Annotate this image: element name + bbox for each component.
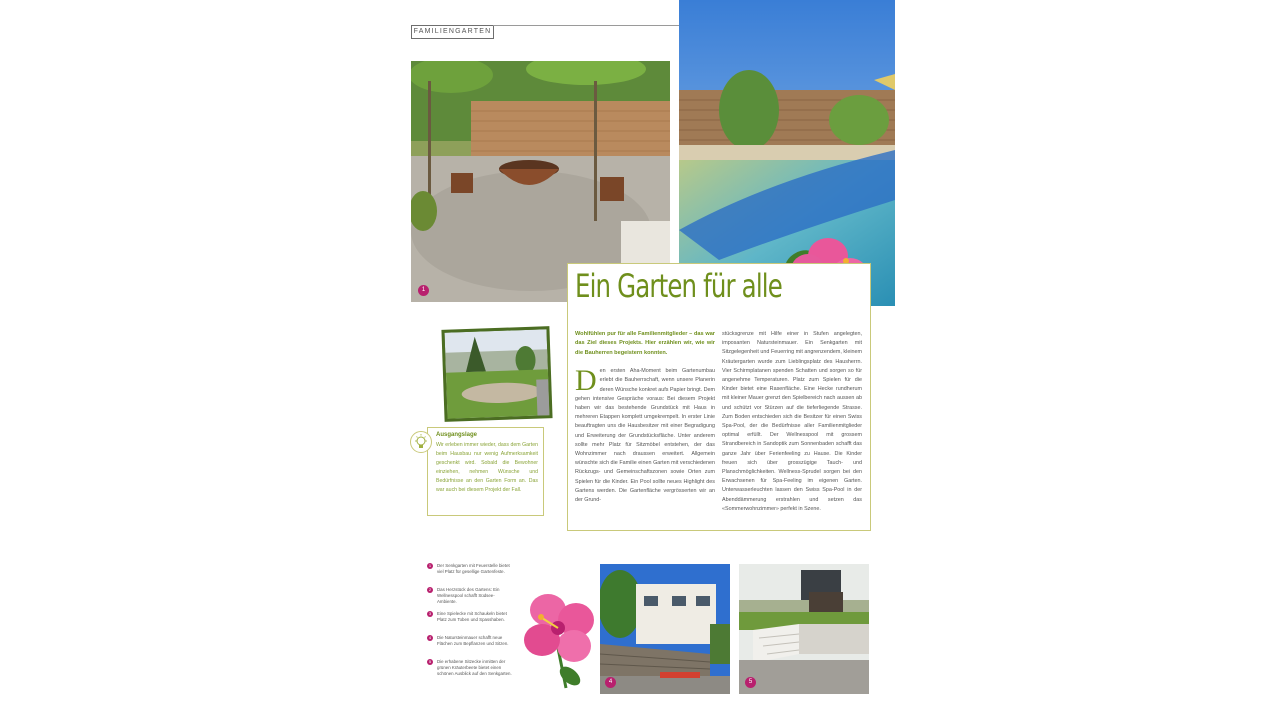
caption-number: 1 bbox=[428, 563, 432, 568]
photo-seating-area bbox=[739, 564, 869, 694]
caption-item bbox=[427, 611, 517, 635]
article-lead: Wohlfühlen pur für alle Familienmitglieder – das war das Ziel dieses Projekts. Hier erzählen wir, wie wir die Bauherren begeistern konnten. bbox=[575, 331, 715, 356]
caption-item bbox=[427, 587, 517, 611]
caption-text: Der Senkgarten mit Feuerstelle bietet viel Platz für gesellige Gartenfeste. bbox=[437, 563, 510, 574]
info-text: Wir erleben immer wieder, dass dem Garten beim Hausbau nur wenig Aufmerksamkeit geschenkt wird. Sobald die Bewohner einziehen, nehmen Wünsche und Bedürfnisse an den Garten Form an. Das war auch bei diesem Projekt der Fall. bbox=[436, 442, 538, 493]
info-title: Ausgangslage bbox=[436, 432, 478, 438]
dropcap: D bbox=[575, 364, 597, 398]
caption-item bbox=[427, 659, 517, 689]
caption-item bbox=[427, 563, 517, 587]
lightbulb-icon bbox=[410, 431, 432, 453]
caption-number: 3 bbox=[428, 611, 432, 616]
photo-number-badge: 1 bbox=[418, 285, 429, 296]
divider bbox=[493, 25, 679, 26]
caption-text: Eine Spielecke mit Schaukeln bietet Platz zum Toben und Spasshaben. bbox=[437, 611, 507, 622]
caption-text: Die Natursteinmauer schafft neue Flächen zum Bepflanzen und Sitzen. bbox=[437, 635, 509, 646]
section-tag: FAMILIENGARTEN bbox=[411, 25, 494, 39]
photo-play-area bbox=[441, 326, 552, 422]
article-body-2: stücksgrenze mit Hilfe einer in Stufen angelegten, imposanten Natursteinmauer. Ein Senkgarten mit Sitzgelegenheit und Feuerring mit angrenzendem, kleinem Kräutergarten wurde zum Lieblingsplatz des Hausherrn. Vier Schirmplatanen spenden Schatten und sorgen so für angenehme Temperaturen. Platz zum Spielen für die Kinder bietet eine Rasenfläche. Eine Hecke rundherum mit kleiner Mauer grenzt den Spielbereich nach aussen ab und schützt vor Stürzen auf die tieferliegende Strasse. Zum Boden entschieden sich die Besitzer für einen Swiss Spa-Pool, der die Bedürfnisse aller Familienmitglieder optimal erfüllt. Der Wellnesspool mit grossem Strandbereich in Sandoptik zum Sonnenbaden schafft das ganze Jahr über Ferienfeeling zu Hause. Die Kinder freuen sich über grosszügige Tauch- und Planschmöglichkeiten. Wellness-Sprudel sorgen bei den Erwachsenen für Spa-Feeling im eigenen Garten. Unterwasserleuchten lassen den Swiss Spa-Pool in der Abenddämmerung erstrahlen und setzen das «Sommerwohnzimmer» perfekt in Szene. bbox=[722, 331, 862, 512]
caption-text: Die erhabene Sitzecke inmitten der grünen Kräuterbeete bietet einen schönen Ausblick auf den Senkgarten. bbox=[437, 659, 512, 676]
caption-text: Das Herzstück des Gartens: Ein Wellnesspool schafft Südsee-Ambiente. bbox=[437, 587, 500, 604]
article-column-1 bbox=[575, 330, 715, 505]
article-title: Ein Garten für alle bbox=[575, 267, 782, 305]
caption-number: 4 bbox=[428, 635, 432, 640]
photo-stone-wall bbox=[600, 564, 730, 694]
article-column-2 bbox=[722, 330, 862, 514]
caption-number: 2 bbox=[428, 587, 432, 592]
caption-item bbox=[427, 635, 517, 659]
hibiscus-flower-illustration bbox=[518, 588, 600, 692]
caption-list bbox=[427, 563, 517, 689]
article-body-1: en ersten Aha-Moment beim Gartenumbau erlebt die Bauherrschaft, wenn unsere Planerin deren Wünsche konkret aufs Papier bringt. Dem gehen intensive Gespräche voraus: Bei diesem Projekt haben wir das bestehende Grundstück mit Haus in mehreren Etappen komplett umgekrempelt. In erster Linie beauftragten uns die Hausbesitzer mit einer Begradigung und Erweiterung der Grundstücksfläche. Unter anderem sollte mehr Platz für Sitzmöbel entstehen, der das Wohnzimmer nach draussen erweitert. Allgemein wünschte sich die Familie einen Garten mit verschiedenen Rückzugs- und Gemeinschaftszonen sowie Orten zum Spielen für die Kinder. Ein Pool sollte neues Highlight des Gartens werden. Die Gartenfläche vergrösserten wir an der Grund- bbox=[575, 368, 715, 504]
caption-number: 5 bbox=[428, 659, 432, 664]
photo-number-badge: 5 bbox=[745, 677, 756, 688]
photo-number-badge: 4 bbox=[605, 677, 616, 688]
